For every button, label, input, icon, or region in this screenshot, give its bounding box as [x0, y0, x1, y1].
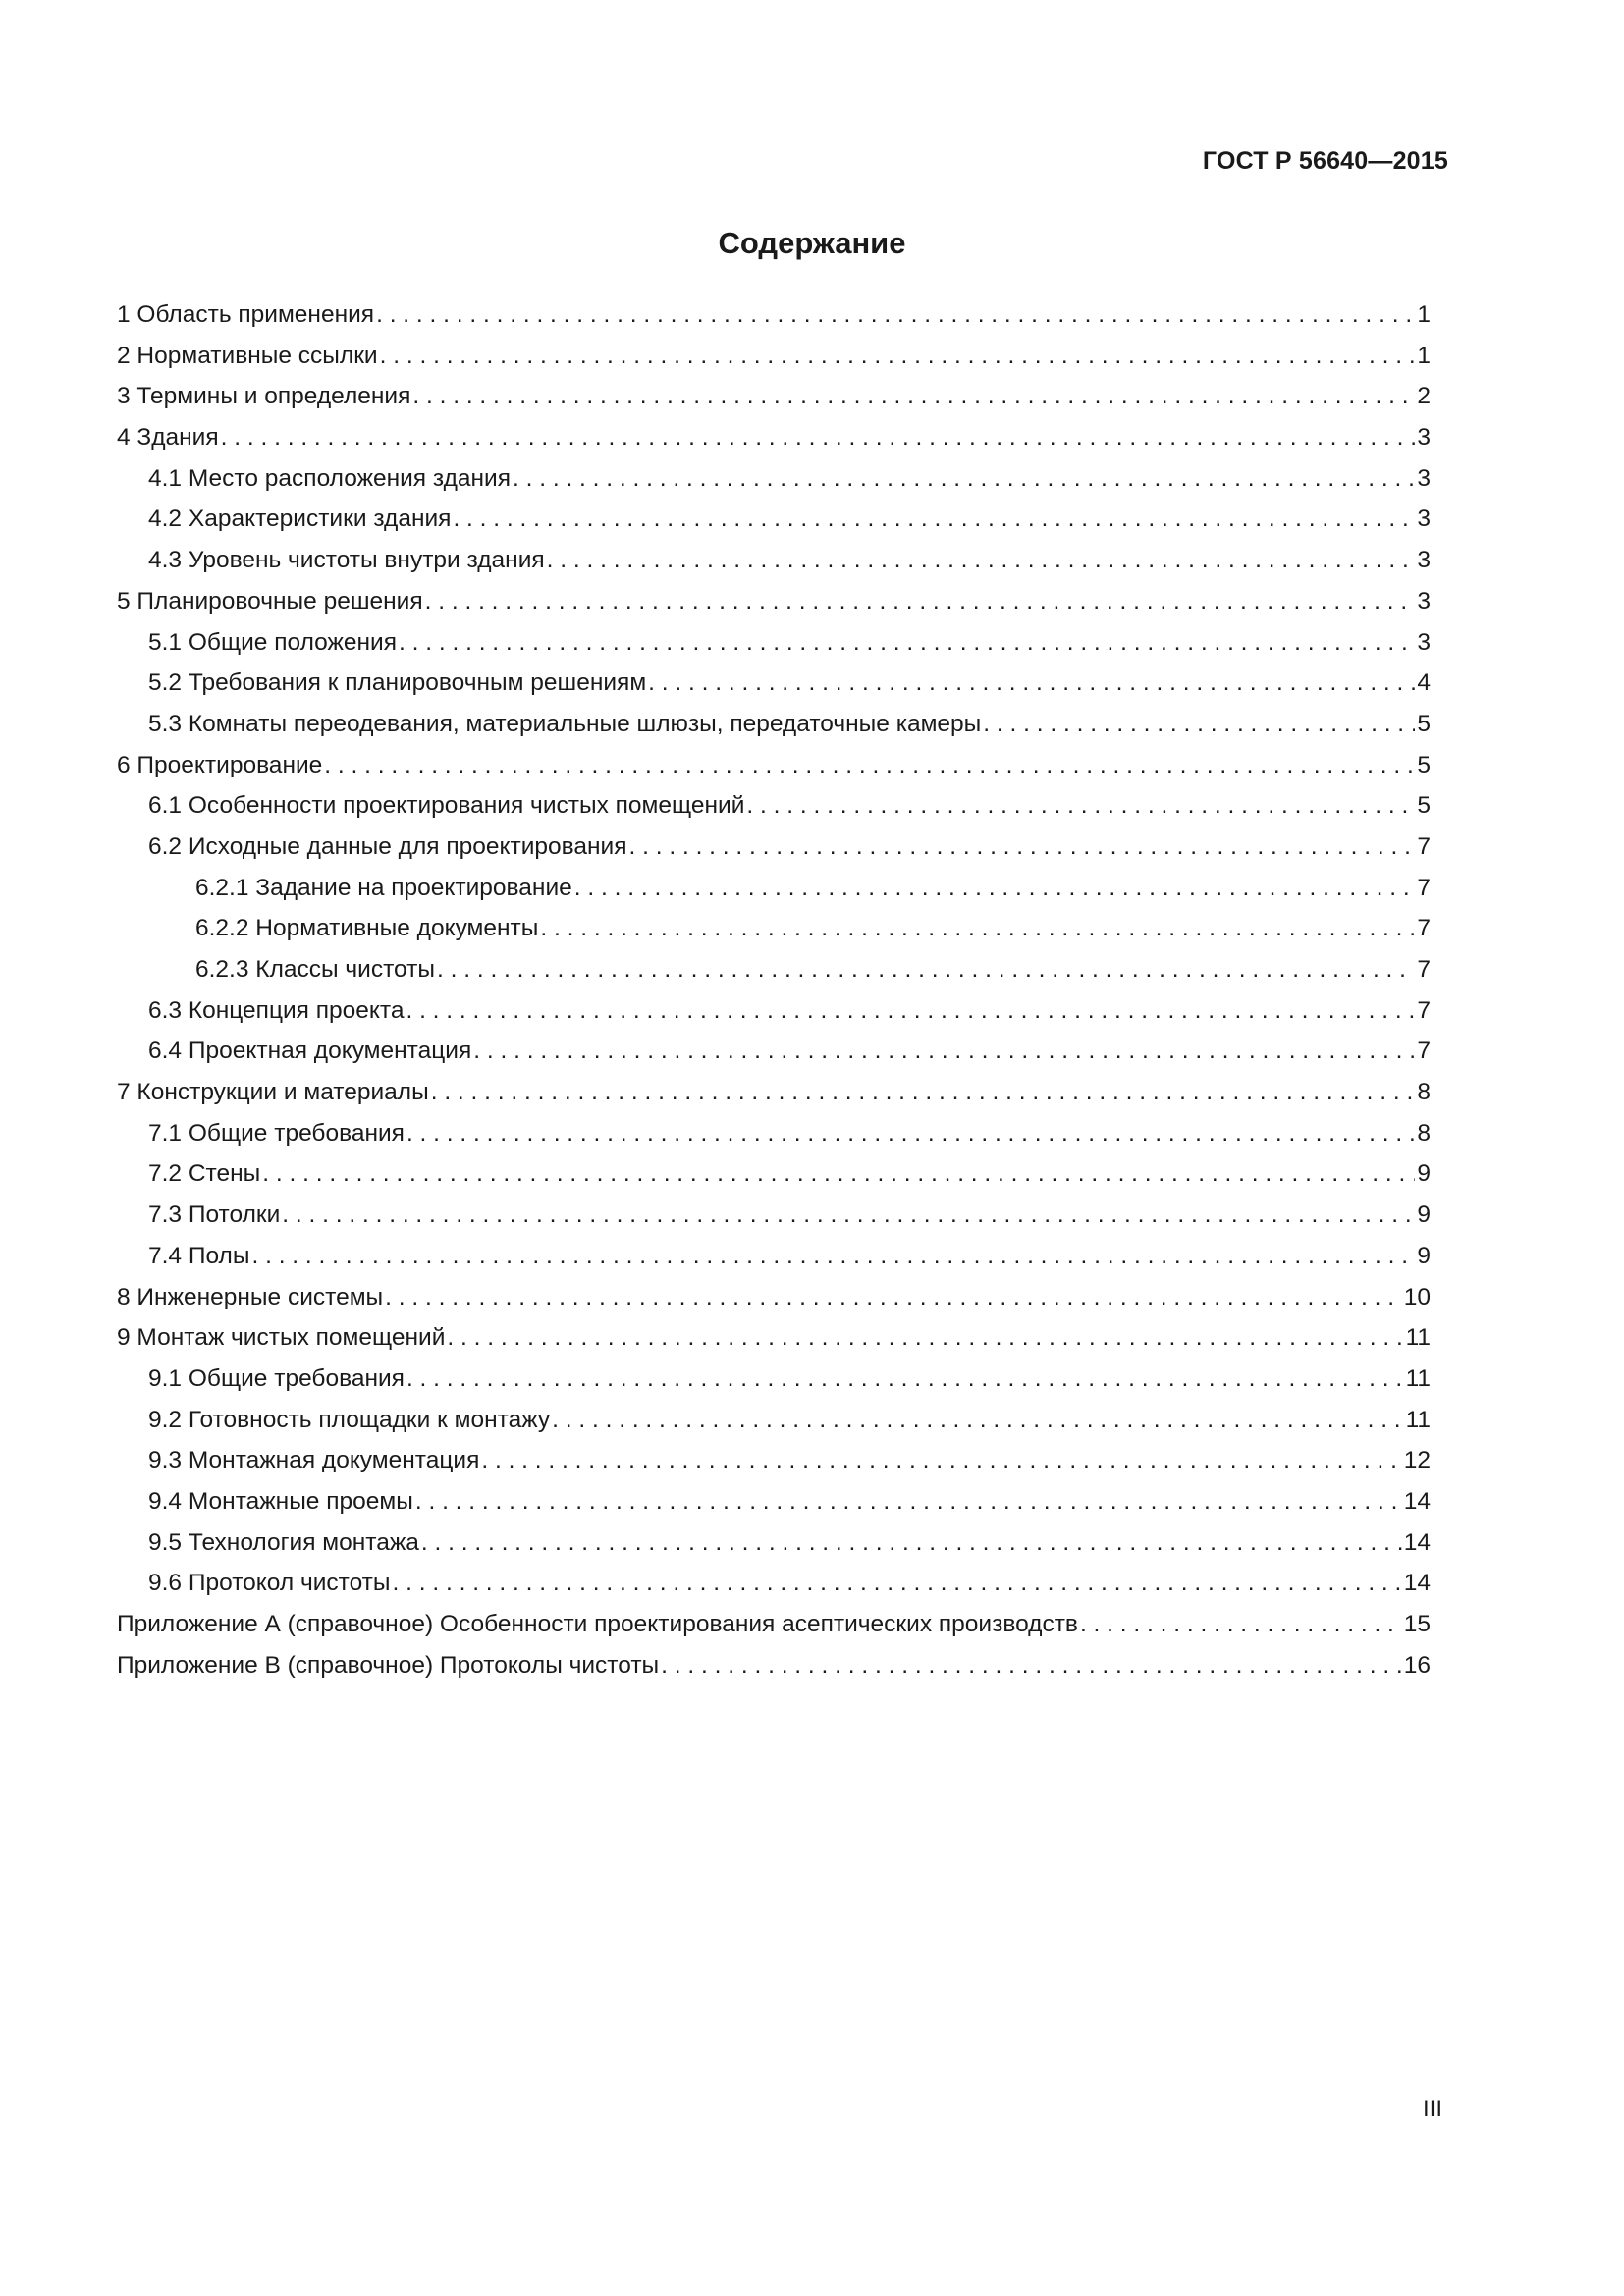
toc-entry-page: 7	[1417, 956, 1431, 983]
toc-entry-label: 6.2.1 Задание на проектирование	[195, 874, 572, 901]
toc-entry	[117, 1522, 1431, 1564]
toc-leader-dots	[661, 1645, 1402, 1686]
toc-entry-page: 9	[1417, 1160, 1431, 1188]
toc-entry-page: 3	[1417, 628, 1431, 656]
toc-entry	[117, 1072, 1431, 1113]
toc-entry-label: 4.2 Характеристики здания	[148, 506, 452, 533]
toc-entry-label: 2 Нормативные ссылки	[117, 342, 378, 369]
toc-entry	[117, 1031, 1431, 1072]
toc-leader-dots	[447, 1317, 1403, 1359]
toc-entry-label: 4 Здания	[117, 424, 219, 452]
toc-leader-dots	[406, 1359, 1404, 1400]
toc-entry	[117, 827, 1431, 868]
toc-entry-label: 5.3 Комнаты переодевания, материальные шлюзы, передаточные камеры	[148, 710, 982, 737]
toc-entry	[117, 458, 1431, 500]
toc-entry-page: 4	[1417, 669, 1431, 697]
toc-entry-page: 11	[1405, 1406, 1431, 1433]
table-of-contents	[117, 294, 1431, 1685]
toc-entry	[117, 908, 1431, 949]
toc-entry	[117, 704, 1431, 745]
toc-entry	[117, 1400, 1431, 1441]
toc-entry-page: 7	[1417, 1038, 1431, 1065]
toc-entry	[117, 1645, 1431, 1686]
toc-entry	[117, 1563, 1431, 1604]
toc-entry-page: 3	[1417, 547, 1431, 574]
toc-entry-page: 3	[1417, 464, 1431, 492]
toc-entry-page: 11	[1405, 1324, 1431, 1352]
toc-entry-page: 9	[1417, 1242, 1431, 1269]
toc-leader-dots	[983, 704, 1415, 745]
toc-entry-label: 3 Термины и определения	[117, 383, 411, 410]
toc-entry-page: 9	[1417, 1201, 1431, 1229]
toc-leader-dots	[251, 1236, 1415, 1277]
toc-entry-page: 5	[1417, 792, 1431, 820]
toc-leader-dots	[547, 540, 1416, 581]
toc-entry	[117, 581, 1431, 622]
toc-leader-dots	[481, 1440, 1401, 1481]
toc-entry-page: 14	[1403, 1570, 1431, 1597]
toc-entry-label: 9.2 Готовность площадки к монтажу	[148, 1406, 551, 1433]
toc-entry	[117, 1195, 1431, 1236]
toc-entry	[117, 949, 1431, 990]
toc-entry-label: Приложение В (справочное) Протоколы чистоты	[117, 1651, 660, 1679]
toc-entry	[117, 1440, 1431, 1481]
toc-leader-dots	[431, 1072, 1416, 1113]
toc-entry-page: 7	[1417, 996, 1431, 1024]
toc-leader-dots	[406, 990, 1415, 1032]
toc-entry-page: 8	[1417, 1079, 1431, 1106]
toc-entry	[117, 1277, 1431, 1318]
toc-entry-label: 7.2 Стены	[148, 1160, 261, 1188]
toc-leader-dots	[425, 581, 1416, 622]
toc-entry-label: 6.3 Концепция проекта	[148, 996, 405, 1024]
document-number: ГОСТ Р 56640—2015	[1202, 147, 1448, 175]
toc-entry	[117, 622, 1431, 664]
toc-entry	[117, 540, 1431, 581]
toc-entry-page: 3	[1417, 424, 1431, 452]
toc-entry	[117, 294, 1431, 336]
toc-entry-label: 1 Область применения	[117, 301, 375, 328]
toc-leader-dots	[629, 827, 1416, 868]
toc-leader-dots	[437, 949, 1415, 990]
toc-entry-page: 1	[1417, 342, 1431, 369]
toc-leader-dots	[412, 376, 1415, 417]
toc-entry-page: 14	[1403, 1487, 1431, 1515]
toc-entry	[117, 336, 1431, 377]
toc-leader-dots	[574, 868, 1416, 909]
toc-entry	[117, 1604, 1431, 1645]
toc-leader-dots	[393, 1563, 1402, 1604]
toc-entry-label: 7.1 Общие требования	[148, 1119, 405, 1147]
toc-entry	[117, 376, 1431, 417]
toc-entry-page: 7	[1417, 832, 1431, 860]
toc-entry	[117, 1359, 1431, 1400]
toc-entry	[117, 417, 1431, 458]
page-title: Содержание	[718, 226, 906, 260]
toc-entry-label: 5 Планировочные решения	[117, 587, 423, 614]
toc-leader-dots	[380, 336, 1416, 377]
toc-leader-dots	[324, 745, 1415, 786]
toc-entry-page: 3	[1417, 506, 1431, 533]
toc-leader-dots	[262, 1153, 1415, 1195]
toc-entry-page: 5	[1417, 751, 1431, 778]
toc-entry	[117, 990, 1431, 1032]
toc-entry	[117, 1153, 1431, 1195]
toc-leader-dots	[385, 1277, 1402, 1318]
toc-entry	[117, 785, 1431, 827]
toc-leader-dots	[399, 622, 1415, 664]
toc-leader-dots	[540, 908, 1415, 949]
toc-leader-dots	[282, 1195, 1415, 1236]
toc-entry-page: 7	[1417, 915, 1431, 942]
toc-entry	[117, 868, 1431, 909]
toc-entry-label: 4.1 Место расположения здания	[148, 464, 511, 492]
toc-entry-page: 8	[1417, 1119, 1431, 1147]
toc-entry	[117, 1481, 1431, 1522]
toc-leader-dots	[453, 499, 1415, 540]
toc-entry-page: 5	[1417, 710, 1431, 737]
toc-entry-label: 9.6 Протокол чистоты	[148, 1570, 391, 1597]
toc-leader-dots	[746, 785, 1415, 827]
toc-leader-dots	[648, 663, 1415, 704]
toc-entry-label: 9.1 Общие требования	[148, 1364, 405, 1392]
toc-entry-label: 7.4 Полы	[148, 1242, 250, 1269]
toc-entry-label: 7.3 Потолки	[148, 1201, 281, 1229]
toc-entry	[117, 1236, 1431, 1277]
toc-entry	[117, 1317, 1431, 1359]
toc-entry-label: Приложение А (справочное) Особенности проектирования асептических производств	[117, 1611, 1078, 1637]
toc-entry-label: 9.5 Технология монтажа	[148, 1528, 419, 1556]
toc-leader-dots	[376, 294, 1415, 336]
toc-entry-label: 6.2.2 Нормативные документы	[195, 915, 539, 942]
toc-entry-page: 10	[1403, 1283, 1431, 1310]
toc-entry-page: 11	[1405, 1364, 1431, 1392]
toc-entry-page: 3	[1417, 587, 1431, 614]
toc-entry-label: 6.4 Проектная документация	[148, 1038, 472, 1065]
toc-leader-dots	[473, 1031, 1415, 1072]
toc-leader-dots	[552, 1400, 1403, 1441]
toc-entry-label: 4.3 Уровень чистоты внутри здания	[148, 547, 545, 574]
toc-entry	[117, 745, 1431, 786]
toc-entry	[117, 1113, 1431, 1154]
toc-entry	[117, 663, 1431, 704]
toc-entry-label: 6.2.3 Классы чистоты	[195, 956, 435, 983]
toc-entry-label: 6.1 Особенности проектирования чистых помещений	[148, 792, 745, 820]
toc-entry-label: 8 Инженерные системы	[117, 1283, 384, 1310]
toc-leader-dots	[421, 1522, 1402, 1564]
toc-entry-label: 7 Конструкции и материалы	[117, 1079, 429, 1106]
toc-entry-label: 6.2 Исходные данные для проектирования	[148, 832, 627, 860]
toc-entry-page: 16	[1403, 1651, 1431, 1679]
toc-entry-label: 9.4 Монтажные проемы	[148, 1487, 413, 1515]
toc-entry-label: 6 Проектирование	[117, 751, 323, 778]
toc-entry-label: 9 Монтаж чистых помещений	[117, 1324, 446, 1352]
toc-entry-label: 9.3 Монтажная документация	[148, 1447, 480, 1474]
toc-leader-dots	[1080, 1604, 1402, 1645]
toc-entry-page: 12	[1403, 1447, 1431, 1474]
toc-entry-page: 15	[1403, 1611, 1431, 1637]
toc-entry-page: 1	[1417, 301, 1431, 328]
page-number: III	[1422, 2096, 1442, 2122]
toc-entry-page: 14	[1403, 1528, 1431, 1556]
toc-entry-page: 2	[1417, 383, 1431, 410]
toc-entry-page: 7	[1417, 874, 1431, 901]
toc-entry	[117, 499, 1431, 540]
toc-entry-label: 5.2 Требования к планировочным решениям	[148, 669, 647, 697]
toc-leader-dots	[406, 1113, 1415, 1154]
toc-leader-dots	[513, 458, 1415, 500]
toc-entry-label: 5.1 Общие положения	[148, 628, 398, 656]
toc-leader-dots	[415, 1481, 1402, 1522]
toc-leader-dots	[221, 417, 1416, 458]
